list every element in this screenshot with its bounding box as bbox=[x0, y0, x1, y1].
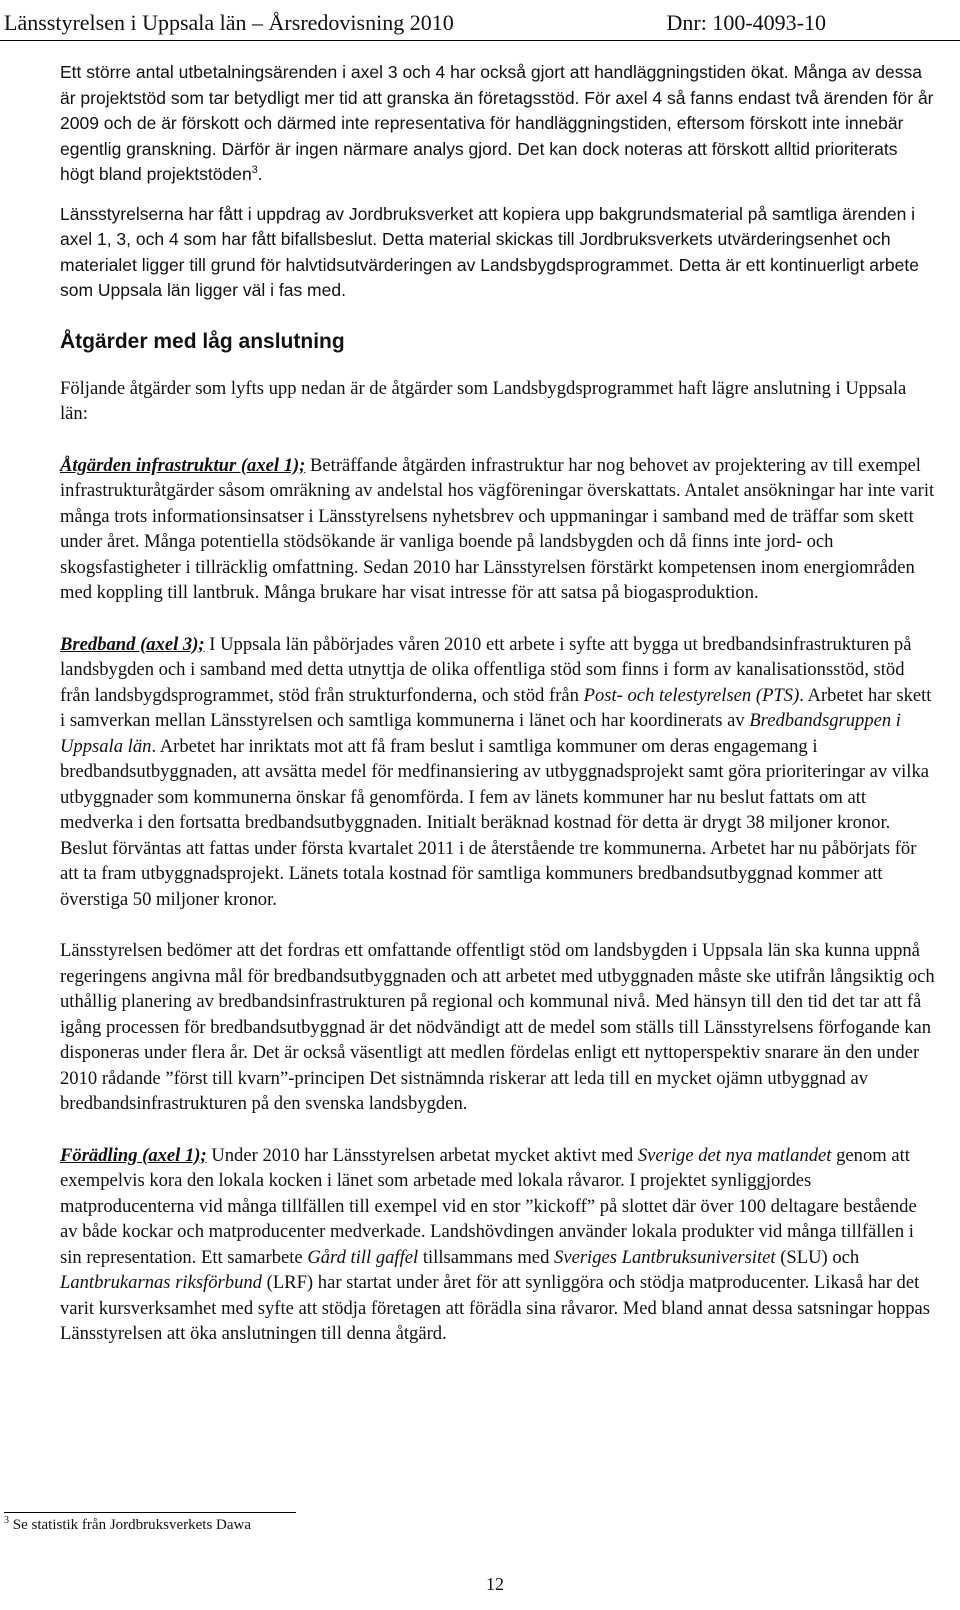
refinement-text-5: (LRF) har startat under året för att synliggöra och stödja matproducenter. Likaså har det varit kursverksamhet med syfte att stödja företagen att förädla sina råvaror. Med bland annat dessa satsningar hoppas Länsstyrelsen att öka anslutningen till denna åtgärd. bbox=[60, 1272, 931, 1344]
refinement-text-1: Under 2010 har Länsstyrelsen arbetat mycket aktivt med bbox=[206, 1144, 638, 1166]
paragraph-processing-time-text: Ett större antal utbetalningsärenden i axel 3 och 4 har också gjort att handläggningstiden ökat. Många av dessa är projektstöd som tar betydligt mer tid att granska än företagsstöd. För axel 4 så fanns endast två ärenden för år 2009 och de är förskott och därmed inte representativa för handläggningstiden, eftersom förskott inte innebär egentlig granskning. Därför är ingen närmare analys gjord. Det kan dock noteras att förskott alltid prioriterats högt bland projektstöden bbox=[60, 62, 934, 184]
refinement-lrf: Lantbrukarnas riksförbund bbox=[60, 1272, 262, 1293]
refinement-lead: Förädling (axel 1); bbox=[60, 1144, 207, 1166]
paragraph-intro: Följande åtgärder som lyfts upp nedan är de åtgärder som Landsbygdsprogrammet haft lägre anslutning i Uppsala län: bbox=[60, 377, 907, 424]
footnote-divider bbox=[4, 1512, 296, 1513]
footnote-number: 3 bbox=[4, 1515, 9, 1526]
page-number: 12 bbox=[486, 1574, 504, 1594]
header-title: Länsstyrelsen i Uppsala län – Årsredovisning 2010 bbox=[4, 10, 454, 35]
refinement-text-4: (SLU) och bbox=[775, 1246, 860, 1268]
running-header bbox=[0, 6, 960, 41]
paragraph-refinement bbox=[60, 1143, 936, 1347]
footnote-text: Se statistik från Jordbruksverkets Dawa bbox=[9, 1517, 252, 1533]
refinement-text-3: tillsammans med bbox=[418, 1246, 555, 1268]
broadband-lead: Bredband (axel 3); bbox=[60, 633, 205, 655]
section-heading: Åtgärder med låg anslutning bbox=[60, 329, 345, 353]
footnote-reference[interactable]: 3 bbox=[251, 164, 258, 177]
infrastructure-text: Beträffande åtgärden infrastruktur har nog behovet av projektering av till exempel infrastrukturåtgärder såsom omräkning av andelstal hos vägföreningar överskattats. Antalet ansökningar har inte varit många trots informationsinsatser i Länsstyrelsens nyhetsbrev och uppmaningar i samband med de träffar som skett under året. Många potentiella stödsökande är vanliga boende på landsbygden och då finns inte jord- och skogsfastigheter i tillräcklig omfattning. Sedan 2010 har Länsstyrelsen förstärkt kompetensen inom energiområden med koppling till lantbruk. Många brukare har visat intresse för att satsa på biogasproduktion. bbox=[60, 454, 935, 603]
body-content bbox=[60, 60, 936, 1373]
broadband-group: Bredbandsgruppen i Uppsala län bbox=[60, 710, 901, 757]
broadband-text-1: I Uppsala län påbörjades våren 2010 ett arbete i syfte att bygga ut bredbandsinfrastrukturen på landsbygden och i samband med detta utnyttja de olika offentliga stöd som finns i form av kanalisationsstöd, stöd från landsbygdsprogrammet, stöd från strukturfonderna, och stöd från bbox=[60, 633, 912, 706]
paragraph-processing-time bbox=[60, 60, 936, 188]
broadband-text-3: . Arbetet har inriktats mot att få fram beslut i samtliga kommuner om deras engagemang i bredbandsutbyggnaden, att avsätta medel för medfinansiering av utbyggnadsprojekt samt göra prioriteringar av vilka utbyggnader som kommunerna önskar få genomförda. I fem av länets kommuner har nu beslut fattats om att medverka i den fortsatta bredbandsutbyggnaden. Initialt beräknad kostnad för detta är drygt 38 miljoner kronor. Beslut förväntas att fattas under första kvartalet 2011 i de återstående tre kommunerna. Arbetet har nu påbörjats för att ta fram utbyggnadsprojekt. Länets totala kostnad för samtliga kommuners bredbandsutbyggnad kommer att överstiga 50 miljoner kronor. bbox=[60, 735, 929, 910]
paragraph-assessment: Länsstyrelsen bedömer att det fordras ett omfattande offentligt stöd om landsbygden i Uppsala län ska kunna uppnå regeringens angivna mål för bredbandsutbyggnaden och att arbetet med utbyggnaden måste ske utifrån långsiktig och uthållig planering av bredbandsinfrastrukturen på regional och kommunal nivå. Med hänsyn till den tid det tar att få igång processen för bredbandsutbyggnad är det nödvändigt att de medel som ställs till Länsstyrelsens förfogande kan disponeras under flera år. Det är också väsentligt att medlen fördelas enligt ett nyttoperspektiv snarare än den under 2010 rådande ”först till kvarn”-principen Det sistnämnda riskerar att leda till en mycket ojämn utbyggnad av bredbandsinfrastrukturen på den svenska landsbygden. bbox=[60, 940, 935, 1114]
paragraph-documentation-copying: Länsstyrelserna har fått i uppdrag av Jordbruksverket att kopiera upp bakgrundsmaterial på samtliga ärenden i axel 1, 3, och 4 som har fått bifallsbeslut. Detta material skickas till Jordbruksverkets utvärderingsenhet och materialet ligger till grund för halvtidsutvärderingen av Landsbygdsprogrammet. Detta är ett kontinuerligt arbete som Uppsala län ligger väl i fas med. bbox=[60, 203, 919, 300]
infrastructure-lead: Åtgärden infrastruktur (axel 1); bbox=[60, 454, 306, 476]
broadband-text-2: . Arbetet har skett i samverkan mellan Länsstyrelsen och samtliga kommunerna i länet och har koordinerats av bbox=[60, 684, 932, 731]
footnote bbox=[4, 1517, 251, 1534]
refinement-slu: Sveriges Lantbruksuniversitet bbox=[554, 1246, 776, 1268]
broadband-pts: Post- och telestyrelsen (PTS) bbox=[583, 684, 800, 706]
paragraph-infrastructure bbox=[60, 453, 936, 606]
refinement-text-2: genom att exempelvis kora den lokala kocken i länet som arbetade med lokala råvaror. I projektet synliggjordes matproducenterna vid många tillfällen till exempel vid en stor ”kickoff” på slottet där över 100 deltagare bestående av både kockar och matproducenter medverkade. Landshövdingen använder lokala produkter vid många tillfällen i sin representation. Ett samarbete bbox=[60, 1144, 917, 1268]
header-reference-number: Dnr: 100-4093-10 bbox=[666, 10, 826, 35]
paragraph-end-period: . bbox=[257, 164, 263, 184]
refinement-matlandet: Sverige det nya matlandet bbox=[637, 1144, 832, 1166]
refinement-gard-till-gaffel: Gård till gaffel bbox=[307, 1246, 419, 1268]
paragraph-broadband bbox=[60, 632, 936, 913]
